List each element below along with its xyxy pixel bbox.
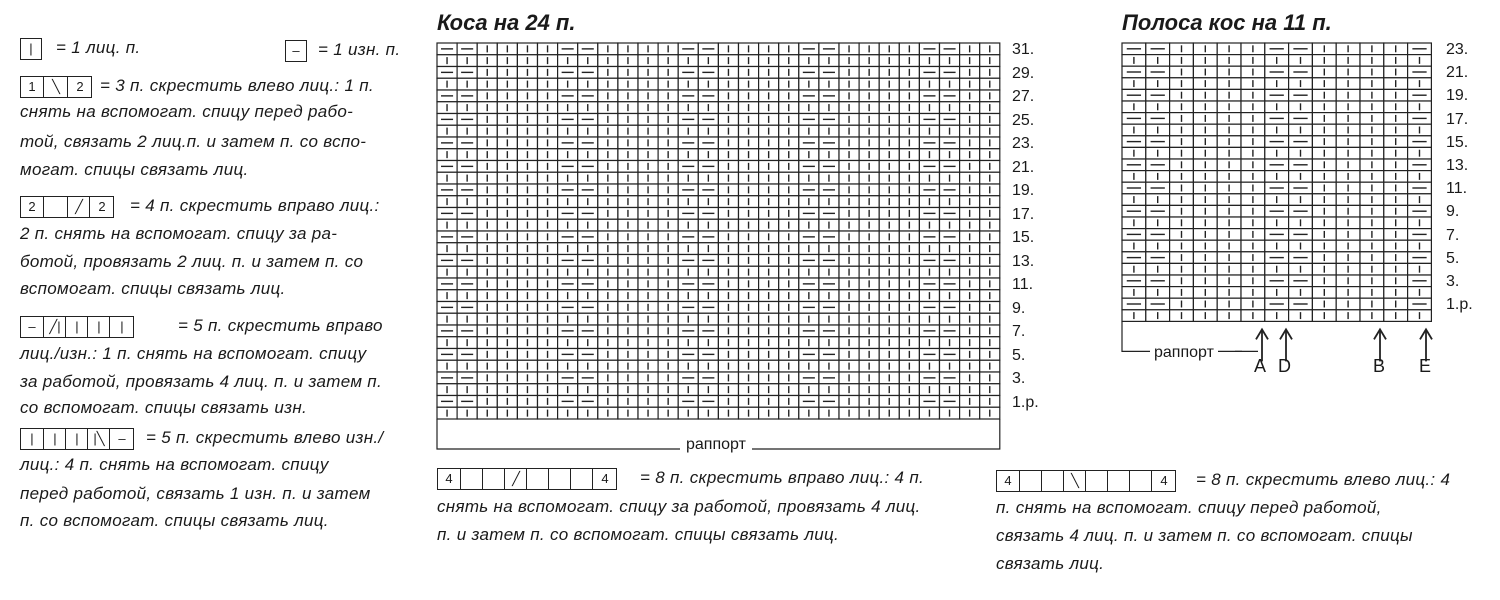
knit-symbol: | (20, 38, 42, 60)
cross5-right-line4: со вспомогат. спицы связать изн. (20, 398, 308, 417)
cross5-left-line4: п. со вспомогат. спицы связать лиц. (20, 511, 329, 530)
cross5-right-line1: = 5 п. скрестить вправо (178, 316, 383, 335)
row-label: 7. (1446, 226, 1460, 244)
row-label: 11. (1446, 180, 1468, 198)
row-label: 7. (1012, 323, 1026, 340)
row-label: 1.р. (1012, 393, 1039, 411)
row-label: 27. (1012, 88, 1035, 105)
cross4-right-line3: ботой, провязать 2 лиц. п. и затем п. со (20, 252, 364, 271)
row-label: 21. (1446, 64, 1469, 82)
row-label: 23. (1012, 135, 1035, 152)
cross5-right-line2: лиц./изн.: 1 п. снять на вспомогат. спицу (20, 344, 367, 363)
chart1-title: Коса на 24 п. (437, 10, 576, 35)
row-label: 13. (1012, 252, 1035, 270)
chart2-title: Полоса кос на 11 п. (1122, 10, 1332, 35)
row-label: 19. (1446, 87, 1469, 105)
cross5-right-symbol: – ╱| | | | (20, 316, 134, 338)
marker-a: A (1254, 356, 1267, 376)
row-label: 3. (1012, 370, 1026, 387)
cross8-right-line2: снять на вспомогат. спицу за работой, провязать 4 лиц. (437, 497, 921, 516)
cross8-left-symbol: 4 ╲ 4 (996, 470, 1176, 492)
cross3-left-symbol: 1 ╲ 2 (20, 76, 92, 98)
cross8-right-line1: = 8 п. скрестить вправо лиц.: 4 п. (640, 468, 925, 487)
marker-e: E (1419, 356, 1432, 376)
row-label: 21. (1012, 158, 1035, 176)
cross4-right-line1: = 4 п. скрестить вправо лиц.: (130, 196, 380, 215)
cross3-left-line4: могат. спицы связать лиц. (20, 160, 249, 179)
marker-d: D (1278, 356, 1291, 376)
row-label: 15. (1446, 133, 1469, 151)
cross5-left-line2: лиц.: 4 п. снять на вспомогат. спицу (20, 455, 329, 474)
cross5-left-symbol: | | | |╲ – (20, 428, 134, 450)
cross8-left-line4: связать лиц. (996, 554, 1105, 573)
cross5-left-line1: = 5 п. скрестить влево изн./ (146, 428, 384, 447)
row-label: 17. (1012, 205, 1035, 223)
row-label: 1.р. (1446, 296, 1473, 314)
cross3-left-line3: той, связать 2 лиц.п. и затем п. со вспо- (20, 132, 367, 151)
row-label: 9. (1012, 299, 1026, 317)
cross3-left-line2: снять на вспомогат. спицу перед рабо- (20, 102, 354, 121)
row-label: 13. (1446, 157, 1469, 174)
cross8-left-line2: п. снять на вспомогат. спицу перед работой, (996, 498, 1382, 517)
row-label: 25. (1012, 111, 1035, 129)
cross8-right-symbol: 4 ╱ 4 (437, 468, 617, 490)
row-label: 19. (1012, 182, 1035, 199)
chart1-repeat-label: раппорт (680, 436, 752, 454)
row-label: 11. (1012, 276, 1034, 293)
cross5-left-line3: перед работой, связать 1 изн. п. и затем (20, 484, 371, 503)
knit-definition: = 1 лиц. п. (56, 38, 141, 57)
chart2-repeat-label: раппорт (1150, 344, 1218, 362)
cross4-right-line4: вспомогат. спицы связать лиц. (20, 279, 286, 298)
purl-symbol: – (285, 40, 307, 62)
cross3-left-line1: = 3 п. скрестить влево лиц.: 1 п. (100, 76, 374, 95)
cross8-right-line3: п. и затем п. со вспомогат. спицы связать лиц. (437, 525, 840, 544)
cross4-right-symbol: 2 ╱ 2 (20, 196, 114, 218)
row-label: 23. (1446, 41, 1469, 58)
row-label: 17. (1446, 110, 1469, 128)
row-label: 5. (1012, 346, 1026, 364)
row-label: 3. (1446, 273, 1460, 290)
purl-definition: = 1 изн. п. (318, 40, 401, 59)
row-label: 15. (1012, 229, 1035, 246)
row-label: 31. (1012, 41, 1035, 58)
cross8-left-line1: = 8 п. скрестить влево лиц.: 4 (1196, 470, 1451, 489)
cross4-right-line2: 2 п. снять на вспомогат. спицу за ра- (20, 224, 338, 243)
marker-b: B (1373, 356, 1386, 376)
row-label: 9. (1446, 203, 1460, 221)
row-label: 5. (1446, 249, 1460, 267)
cross8-left-line3: связать 4 лиц. п. и затем п. со вспомогат. спицы (996, 526, 1413, 545)
cross5-right-line3: за работой, провязать 4 лиц. п. и затем п. (20, 372, 382, 391)
row-label: 29. (1012, 64, 1035, 82)
